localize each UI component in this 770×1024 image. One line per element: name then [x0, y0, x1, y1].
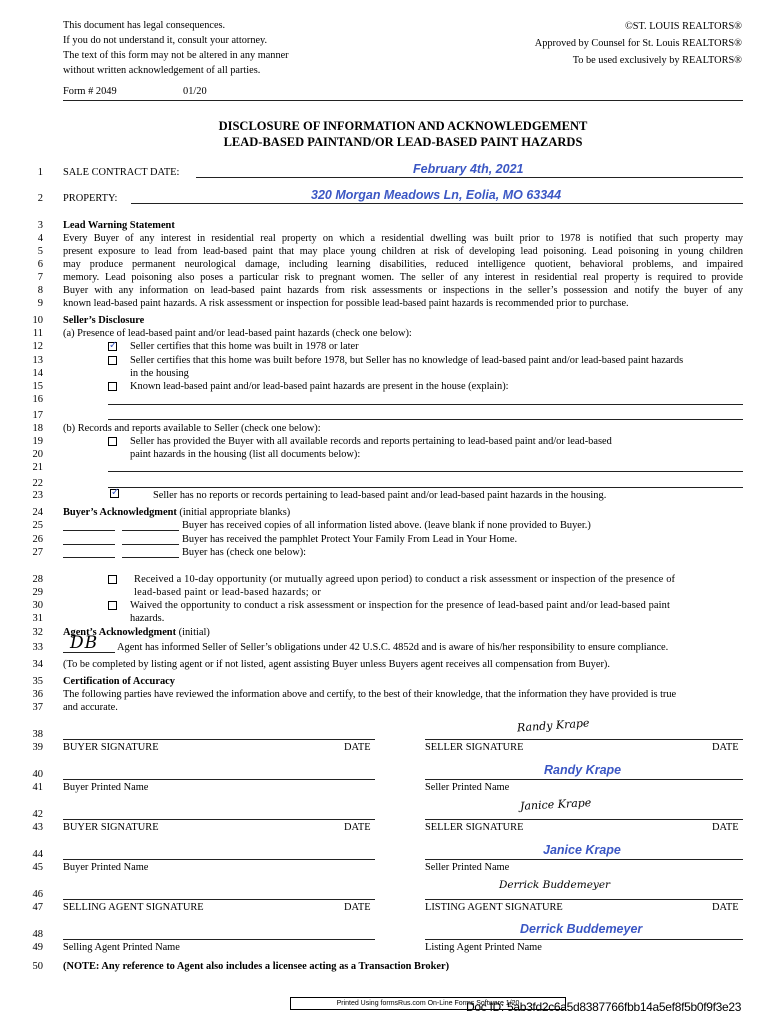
printed-using-footer: Printed Using formsRus.com On-Line Forms Software 1/20	[290, 997, 566, 1010]
document-title	[63, 118, 743, 150]
line-number: 34	[32, 659, 43, 670]
title-line-2: LEAD-BASED PAINTAND/OR LEAD-BASED PAINT HAZARDS	[223, 135, 583, 149]
line-number: 31	[32, 613, 43, 624]
line-number: 11	[32, 328, 43, 339]
header-left-line: If you do not understand it, consult your attorney.	[63, 35, 268, 46]
line-number: 32	[32, 627, 43, 638]
buyer-signature-label: BUYER SIGNATURE	[63, 742, 159, 753]
line-number: 37	[32, 702, 43, 713]
buyer-initial-blank[interactable]	[63, 557, 115, 558]
listing-agent-printed-name-line[interactable]	[425, 939, 743, 940]
option-known-lead-paint: Known lead-based paint and/or lead-based paint hazards are present in the house (explain):	[130, 381, 509, 392]
checkbox-known-lead-paint[interactable]	[108, 382, 117, 391]
seller-signature-line[interactable]	[425, 739, 743, 740]
agent-ack-note: (initial)	[176, 627, 210, 638]
line-number: 17	[32, 410, 43, 421]
line-number: 35	[32, 676, 43, 687]
property-field[interactable]: 320 Morgan Meadows Ln, Eolia, MO 63344	[311, 188, 562, 202]
lead-warning-line: known lead-based paint hazards. A risk assessment or inspection for possible lead-based paint hazards is recommended prior to purchase.	[63, 298, 629, 309]
line-number: 23	[32, 490, 43, 501]
header-right-line: Approved by Counsel for St. Louis REALTORS®	[534, 38, 742, 49]
buyer-initial-blank[interactable]	[122, 544, 179, 545]
line-number: 47	[32, 902, 43, 913]
line-number: 4	[37, 233, 43, 244]
listing-agent-signature-label: LISTING AGENT SIGNATURE	[425, 902, 563, 913]
seller-printed-name-line[interactable]	[425, 779, 743, 780]
certification-line-2: and accurate.	[63, 702, 118, 713]
option-built-1978-or-later: Seller certifies that this home was built in 1978 or later	[130, 341, 359, 352]
header-left-line: without written acknowledgement of all parties.	[63, 65, 261, 76]
buyer-initial-blank[interactable]	[63, 530, 115, 531]
checkbox-records-provided[interactable]	[108, 437, 117, 446]
line-number: 15	[32, 381, 43, 392]
listing-agent-date-label: DATE	[712, 902, 739, 913]
line-number: 50	[32, 961, 43, 972]
header-divider	[63, 100, 743, 101]
listing-agent-printed-name[interactable]: Derrick Buddemeyer	[520, 922, 643, 936]
buyer-printed-name-line[interactable]	[63, 859, 375, 860]
certification-line-1: The following parties have reviewed the information above and certify, to the best of their knowledge, that the information they have provided is true	[63, 689, 677, 700]
seller-printed-name-label: Seller Printed Name	[425, 862, 510, 873]
seller-signature-line[interactable]	[425, 819, 743, 820]
line-number: 39	[32, 742, 43, 753]
property-line	[131, 203, 743, 204]
transaction-broker-note: (NOTE: Any reference to Agent also includes a licensee acting as a Transaction Broker)	[63, 961, 450, 972]
line-number: 3	[37, 220, 43, 231]
selling-agent-signature-label: SELLING AGENT SIGNATURE	[63, 902, 204, 913]
agent-ack-title: Agent’s Acknowledgment	[63, 627, 177, 638]
header-left-line: The text of this form may not be altered in any manner	[63, 50, 289, 61]
checkbox-built-1978-or-later[interactable]	[108, 342, 117, 351]
line-number: 7	[37, 272, 43, 283]
buyer-initial-blank[interactable]	[122, 557, 179, 558]
line-number: 5	[37, 246, 43, 257]
sale-contract-date-field[interactable]: February 4th, 2021	[413, 162, 524, 176]
line-number: 24	[32, 507, 43, 518]
explain-line	[108, 404, 743, 405]
line-number: 8	[37, 285, 43, 296]
line-number: 1	[37, 167, 43, 178]
line-number: 21	[32, 462, 43, 473]
line-number: 29	[32, 587, 43, 598]
option-records-provided-cont: paint hazards in the housing (list all documents below):	[130, 449, 361, 460]
line-number: 14	[32, 368, 43, 379]
selling-agent-printed-name-label: Selling Agent Printed Name	[63, 942, 180, 953]
line-number: 49	[32, 942, 43, 953]
lead-warning-line: memory. Lead poisoning also poses a particular risk to pregnant women. The seller of any interest in residential real property is required to provide	[63, 272, 743, 283]
line-number: 18	[32, 423, 43, 434]
option-waived-opportunity-cont: hazards.	[130, 613, 165, 624]
lead-warning-line: Buyer with any information on lead-based paint hazards from risk assessments or inspections in the seller’s possession and notify the buyer of any	[63, 285, 743, 296]
form-date: 01/20	[183, 86, 207, 97]
buyer-ack-heading	[63, 506, 290, 519]
line-number: 25	[32, 520, 43, 531]
header-right-line: ©ST. LOUIS REALTORS®	[624, 21, 742, 32]
line-number: 9	[37, 298, 43, 309]
header-right	[535, 18, 742, 69]
line-number: 41	[32, 782, 43, 793]
buyer-ack-line-1: Buyer has received copies of all information listed above. (leave blank if none provided to Buyer.)	[182, 520, 591, 531]
checkbox-waived-opportunity[interactable]	[108, 601, 117, 610]
documents-line	[108, 471, 743, 472]
header-left	[63, 18, 289, 78]
line-number: 28	[32, 574, 43, 585]
listing-agent-signature-line[interactable]	[425, 899, 743, 900]
seller-2-printed-name[interactable]: Janice Krape	[543, 843, 621, 857]
selling-agent-printed-name-line[interactable]	[63, 939, 375, 940]
line-number: 33	[32, 642, 43, 653]
line-number: 42	[32, 809, 43, 820]
line-number: 16	[32, 394, 43, 405]
buyer-date-label: DATE	[344, 822, 371, 833]
line-number: 27	[32, 547, 43, 558]
line-number: 30	[32, 600, 43, 611]
buyer-ack-title: Buyer’s Acknowledgment	[63, 507, 177, 518]
lead-warning-text	[63, 232, 743, 310]
option-built-before-1978-cont: in the housing	[130, 368, 189, 379]
agent-ack-line-1: Agent has informed Seller of Seller’s obligations under 42 U.S.C. 4852d and is aware of his/her responsibility to ensure compliance.	[117, 642, 669, 653]
line-number: 10	[32, 315, 43, 326]
option-built-before-1978: Seller certifies that this home was built before 1978, but Seller has no knowledge of lead-based paint and/or lead-based paint hazards	[130, 355, 684, 366]
line-number: 13	[32, 355, 43, 366]
buyer-date-label: DATE	[344, 742, 371, 753]
seller-date-label: DATE	[712, 742, 739, 753]
agent-initials-signature: DB	[70, 633, 99, 653]
seller-1-printed-name[interactable]: Randy Krape	[544, 763, 622, 777]
seller-printed-name-label: Seller Printed Name	[425, 782, 510, 793]
line-number: 2	[37, 193, 43, 204]
seller-signature-label: SELLER SIGNATURE	[425, 822, 524, 833]
checkbox-no-records[interactable]	[110, 489, 119, 498]
section-a-label: (a) Presence of lead-based paint and/or lead-based paint hazards (check one below):	[63, 328, 412, 339]
property-label: PROPERTY:	[63, 193, 118, 204]
option-received-opportunity: Received a 10-day opportunity (or mutually agreed upon period) to conduct a risk assessment or inspection of the presence of	[134, 574, 676, 585]
buyer-initial-blank[interactable]	[63, 544, 115, 545]
document-id: Doc ID: 5ab3fd2c6a5d8387766fbb14a5ef8f5b0f9f3e23	[466, 1000, 742, 1014]
selling-agent-signature-line[interactable]	[63, 899, 375, 900]
line-number: 6	[37, 259, 43, 270]
buyer-ack-note: (initial appropriate blanks)	[176, 507, 291, 518]
line-number: 46	[32, 889, 43, 900]
seller-2-signature: Janice Krape	[519, 796, 592, 813]
seller-signature-label: SELLER SIGNATURE	[425, 742, 524, 753]
form-number: Form # 2049	[63, 86, 117, 97]
seller-1-signature: Randy Krape	[516, 716, 590, 735]
title-line-1: DISCLOSURE OF INFORMATION AND ACKNOWLEDGEMENT	[218, 119, 588, 133]
seller-disclosure-heading: Seller’s Disclosure	[63, 315, 145, 326]
line-number: 26	[32, 534, 43, 545]
checkbox-built-before-1978[interactable]	[108, 356, 117, 365]
lead-warning-line: may produce permanent neurological damage, including learning disabilities, reduced intelligence quotient, behavioral problems, and impaired	[63, 259, 743, 270]
line-number: 20	[32, 449, 43, 460]
buyer-printed-name-line[interactable]	[63, 779, 375, 780]
line-number: 40	[32, 769, 43, 780]
seller-printed-name-line[interactable]	[425, 859, 743, 860]
buyer-initial-blank[interactable]	[122, 530, 179, 531]
check-icon: ✓	[109, 340, 118, 351]
sale-contract-date-line	[196, 177, 743, 178]
lead-warning-heading: Lead Warning Statement	[63, 220, 175, 231]
explain-line	[108, 419, 743, 420]
line-number: 38	[32, 729, 43, 740]
check-icon: ✓	[111, 487, 120, 498]
line-number: 45	[32, 862, 43, 873]
option-received-opportunity-cont: lead-based paint or lead-based hazards; or	[134, 587, 322, 598]
line-number: 19	[32, 436, 43, 447]
line-number: 43	[32, 822, 43, 833]
checkbox-received-opportunity[interactable]	[108, 575, 117, 584]
buyer-printed-name-label: Buyer Printed Name	[63, 782, 149, 793]
lead-warning-line: present exposure to lead from lead-based paint that may place young children at risk of developing lead poisoning. Lead poisoning in young children	[63, 246, 743, 257]
buyer-ack-line-3: Buyer has (check one below):	[182, 547, 307, 558]
lead-warning-line: Every Buyer of any interest in residential real property on which a residential dwelling was built prior to 1978 is notified that such property may	[63, 233, 743, 244]
option-no-records: Seller has no reports or records pertaining to lead-based paint and/or lead-based paint hazards in the housing.	[153, 490, 607, 501]
header-left-line: This document has legal consequences.	[63, 20, 226, 31]
line-number: 12	[32, 341, 43, 352]
buyer-printed-name-label: Buyer Printed Name	[63, 862, 149, 873]
option-records-provided: Seller has provided the Buyer with all available records and reports pertaining to lead-based paint and/or lead-based	[130, 436, 612, 447]
line-number: 22	[32, 478, 43, 489]
seller-date-label: DATE	[712, 822, 739, 833]
buyer-signature-line[interactable]	[63, 819, 375, 820]
line-number: 36	[32, 689, 43, 700]
agent-ack-line-2: (To be completed by listing agent or if not listed, agent assisting Buyer unless Buyers agent receives all compensation from Buyer).	[63, 659, 610, 670]
option-waived-opportunity: Waived the opportunity to conduct a risk assessment or inspection for the presence of lead-based paint and/or lead-based paint	[130, 600, 670, 611]
buyer-signature-label: BUYER SIGNATURE	[63, 822, 159, 833]
documents-line	[108, 487, 743, 488]
sale-contract-date-label: SALE CONTRACT DATE:	[63, 167, 180, 178]
line-number: 48	[32, 929, 43, 940]
header-right-line: To be used exclusively by REALTORS®	[572, 55, 742, 66]
listing-agent-printed-name-label: Listing Agent Printed Name	[425, 942, 542, 953]
listing-agent-signature: Derrick Buddemeyer	[499, 879, 611, 891]
buyer-signature-line[interactable]	[63, 739, 375, 740]
buyer-ack-line-2: Buyer has received the pamphlet Protect Your Family From Lead in Your Home.	[182, 534, 518, 545]
certification-heading: Certification of Accuracy	[63, 676, 175, 687]
line-number: 44	[32, 849, 43, 860]
section-b-label: (b) Records and reports available to Seller (check one below):	[63, 423, 321, 434]
selling-agent-date-label: DATE	[344, 902, 371, 913]
